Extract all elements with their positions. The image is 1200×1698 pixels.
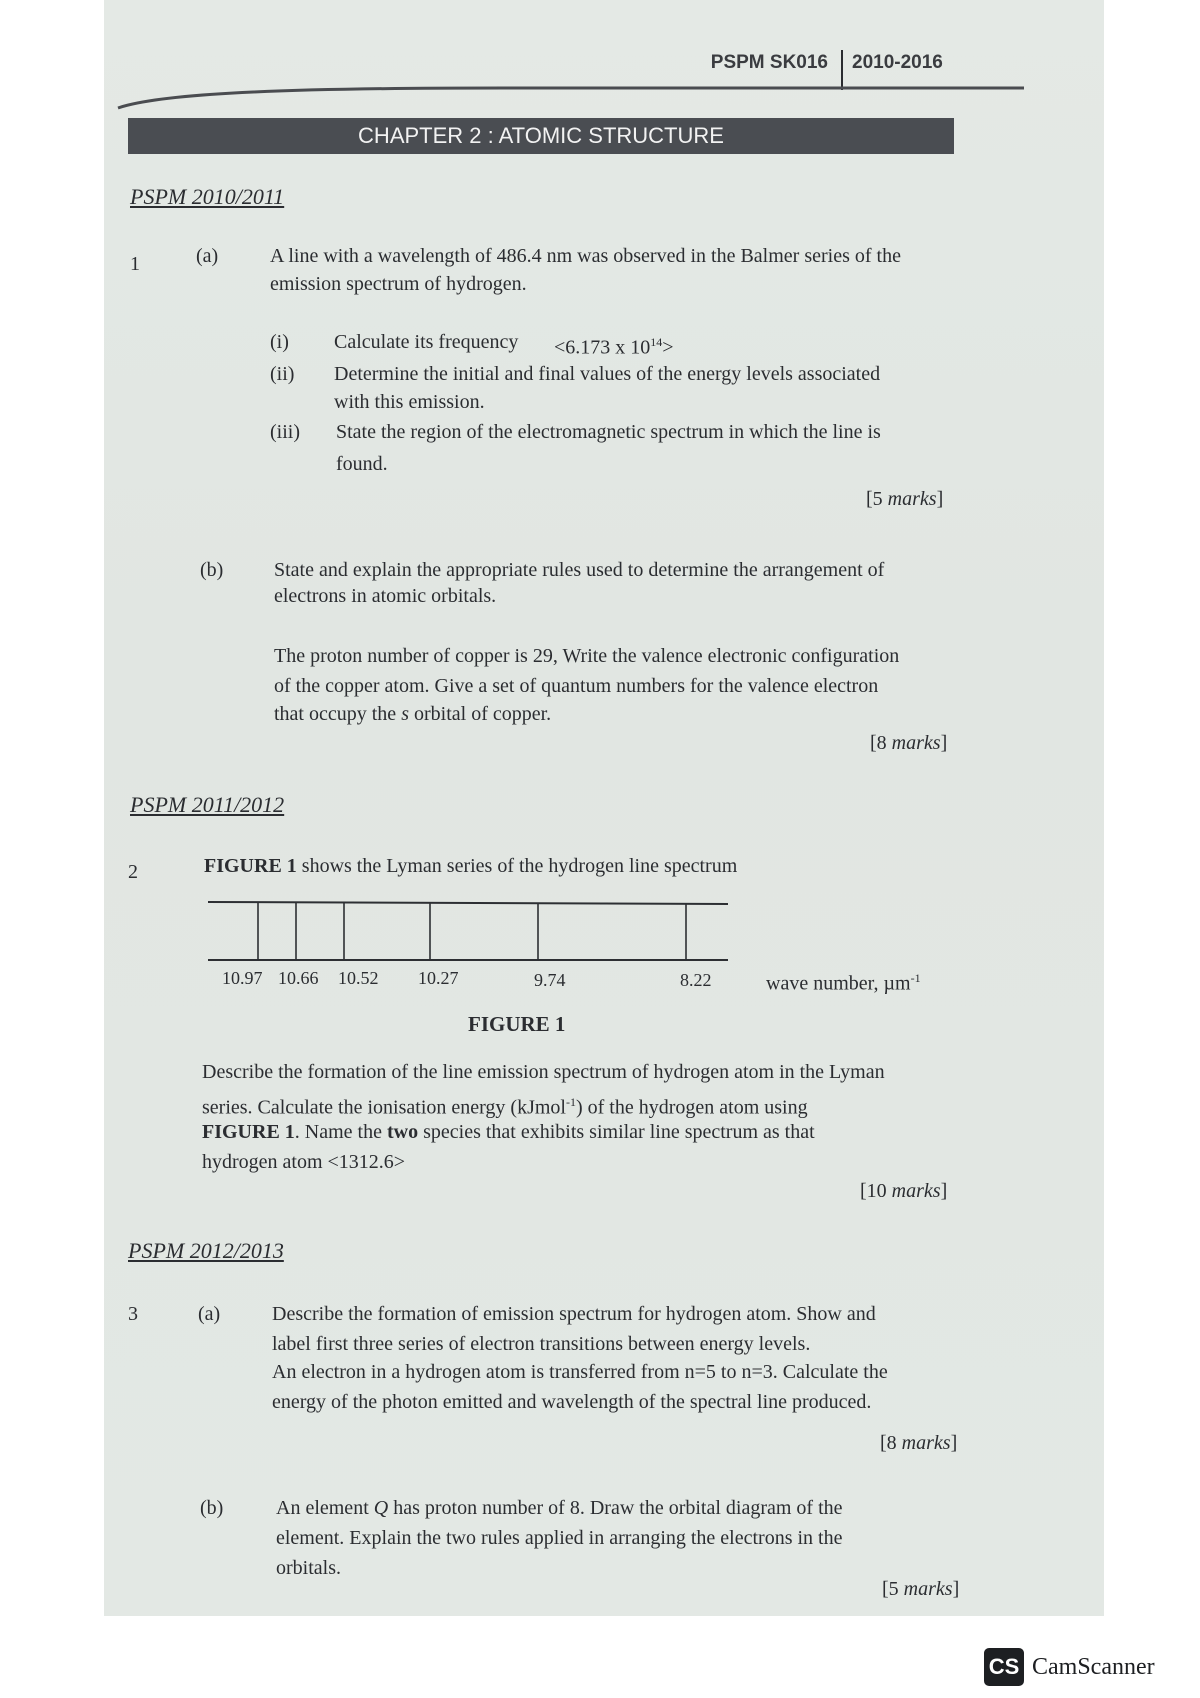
- marks-label: [5 marks]: [882, 1578, 960, 1600]
- header-code: PSPM SK016: [710, 52, 828, 73]
- part-label: (b): [200, 559, 224, 581]
- question-text: FIGURE 1 shows the Lyman series of the hydrogen line spectrum: [204, 855, 738, 877]
- question-text: element. Explain the two rules applied in arranging the electrons in the: [276, 1527, 843, 1549]
- marks-label: [5 marks]: [866, 488, 944, 510]
- question-text: orbitals.: [276, 1557, 341, 1579]
- question-number: 2: [128, 861, 138, 883]
- part-label: (b): [200, 1497, 224, 1519]
- lyman-spectrum-figure: [208, 900, 728, 962]
- subpart-label: (i): [270, 331, 289, 353]
- wave-number-label: 10.52: [338, 968, 379, 988]
- wave-number-label: 10.97: [222, 968, 263, 988]
- question-text: label first three series of electron transitions between energy levels.: [272, 1333, 811, 1355]
- question-text: of the copper atom. Give a set of quantum numbers for the valence electron: [274, 675, 879, 697]
- spectrum-top-border: [208, 902, 728, 904]
- wave-number-label: 10.66: [278, 968, 319, 988]
- camscanner-watermark: [984, 1648, 1155, 1686]
- marks-label: [8 marks]: [880, 1432, 958, 1454]
- question-text: series. Calculate the ionisation energy (kJmol$^{-1}$) of the hydrogen atom using: [202, 1095, 808, 1119]
- question-text: State the region of the electromagnetic spectrum in which the line is: [336, 421, 881, 443]
- marks-label: [8 marks]: [870, 732, 948, 754]
- header-years: 2010-2016: [852, 52, 943, 73]
- camscanner-logo-icon: CS: [984, 1648, 1024, 1686]
- question-text: FIGURE 1. Name the two species that exhibits similar line spectrum as that: [202, 1121, 815, 1143]
- wave-number-label: 9.74: [534, 970, 566, 990]
- chapter-banner: [128, 118, 954, 154]
- question-text: electrons in atomic orbitals.: [274, 585, 497, 607]
- question-text: emission spectrum of hydrogen.: [270, 273, 527, 295]
- question-text: An element Q has proton number of 8. Draw the orbital diagram of the: [276, 1497, 843, 1519]
- question-text: Calculate its frequency: [334, 331, 519, 353]
- section-heading: PSPM 2011/2012: [130, 792, 285, 817]
- subpart-label: (iii): [270, 421, 300, 443]
- part-label: (a): [196, 245, 219, 267]
- chapter-title: CHAPTER 2 : ATOMIC STRUCTURE: [358, 123, 724, 148]
- wave-number-label: 10.27: [418, 968, 459, 988]
- question-text: Describe the formation of emission spectrum for hydrogen atom. Show and: [272, 1303, 876, 1325]
- marks-label: [10 marks]: [860, 1180, 948, 1202]
- scanned-page: [104, 0, 1104, 1616]
- answer-hint: <6.173 x $10^{14}>$: [554, 335, 674, 359]
- question-text: The proton number of copper is 29, Write the valence electronic configuration: [274, 645, 900, 667]
- question-text: with this emission.: [334, 391, 485, 413]
- question-number: 1: [130, 253, 140, 275]
- part-label: (a): [198, 1303, 221, 1325]
- question-number: 3: [128, 1303, 138, 1325]
- question-text: that occupy the s orbital of copper.: [274, 703, 552, 725]
- subpart-label: (ii): [270, 363, 295, 385]
- section-heading: PSPM 2010/2011: [130, 184, 285, 209]
- figure-caption: FIGURE 1: [468, 1012, 566, 1036]
- question-text: Describe the formation of the line emission spectrum of hydrogen atom in the Lyman: [202, 1061, 885, 1083]
- question-text: energy of the photon emitted and wavelength of the spectral line produced.: [272, 1391, 872, 1413]
- question-text: An electron in a hydrogen atom is transferred from n=5 to n=3. Calculate the: [272, 1361, 888, 1383]
- question-text: hydrogen atom <1312.6>: [202, 1151, 406, 1173]
- axis-label: wave number, µm$^{-1}$: [766, 971, 921, 995]
- question-text: Determine the initial and final values of the energy levels associated: [334, 363, 881, 385]
- wave-number-label: 8.22: [680, 970, 712, 990]
- camscanner-brand: CamScanner: [1032, 1653, 1155, 1680]
- question-text: found.: [336, 453, 388, 475]
- question-text: A line with a wavelength of 486.4 nm was observed in the Balmer series of the: [270, 245, 901, 267]
- section-heading: PSPM 2012/2013: [128, 1238, 284, 1263]
- header-rule: [104, 72, 1104, 112]
- question-text: State and explain the appropriate rules used to determine the arrangement of: [274, 559, 885, 581]
